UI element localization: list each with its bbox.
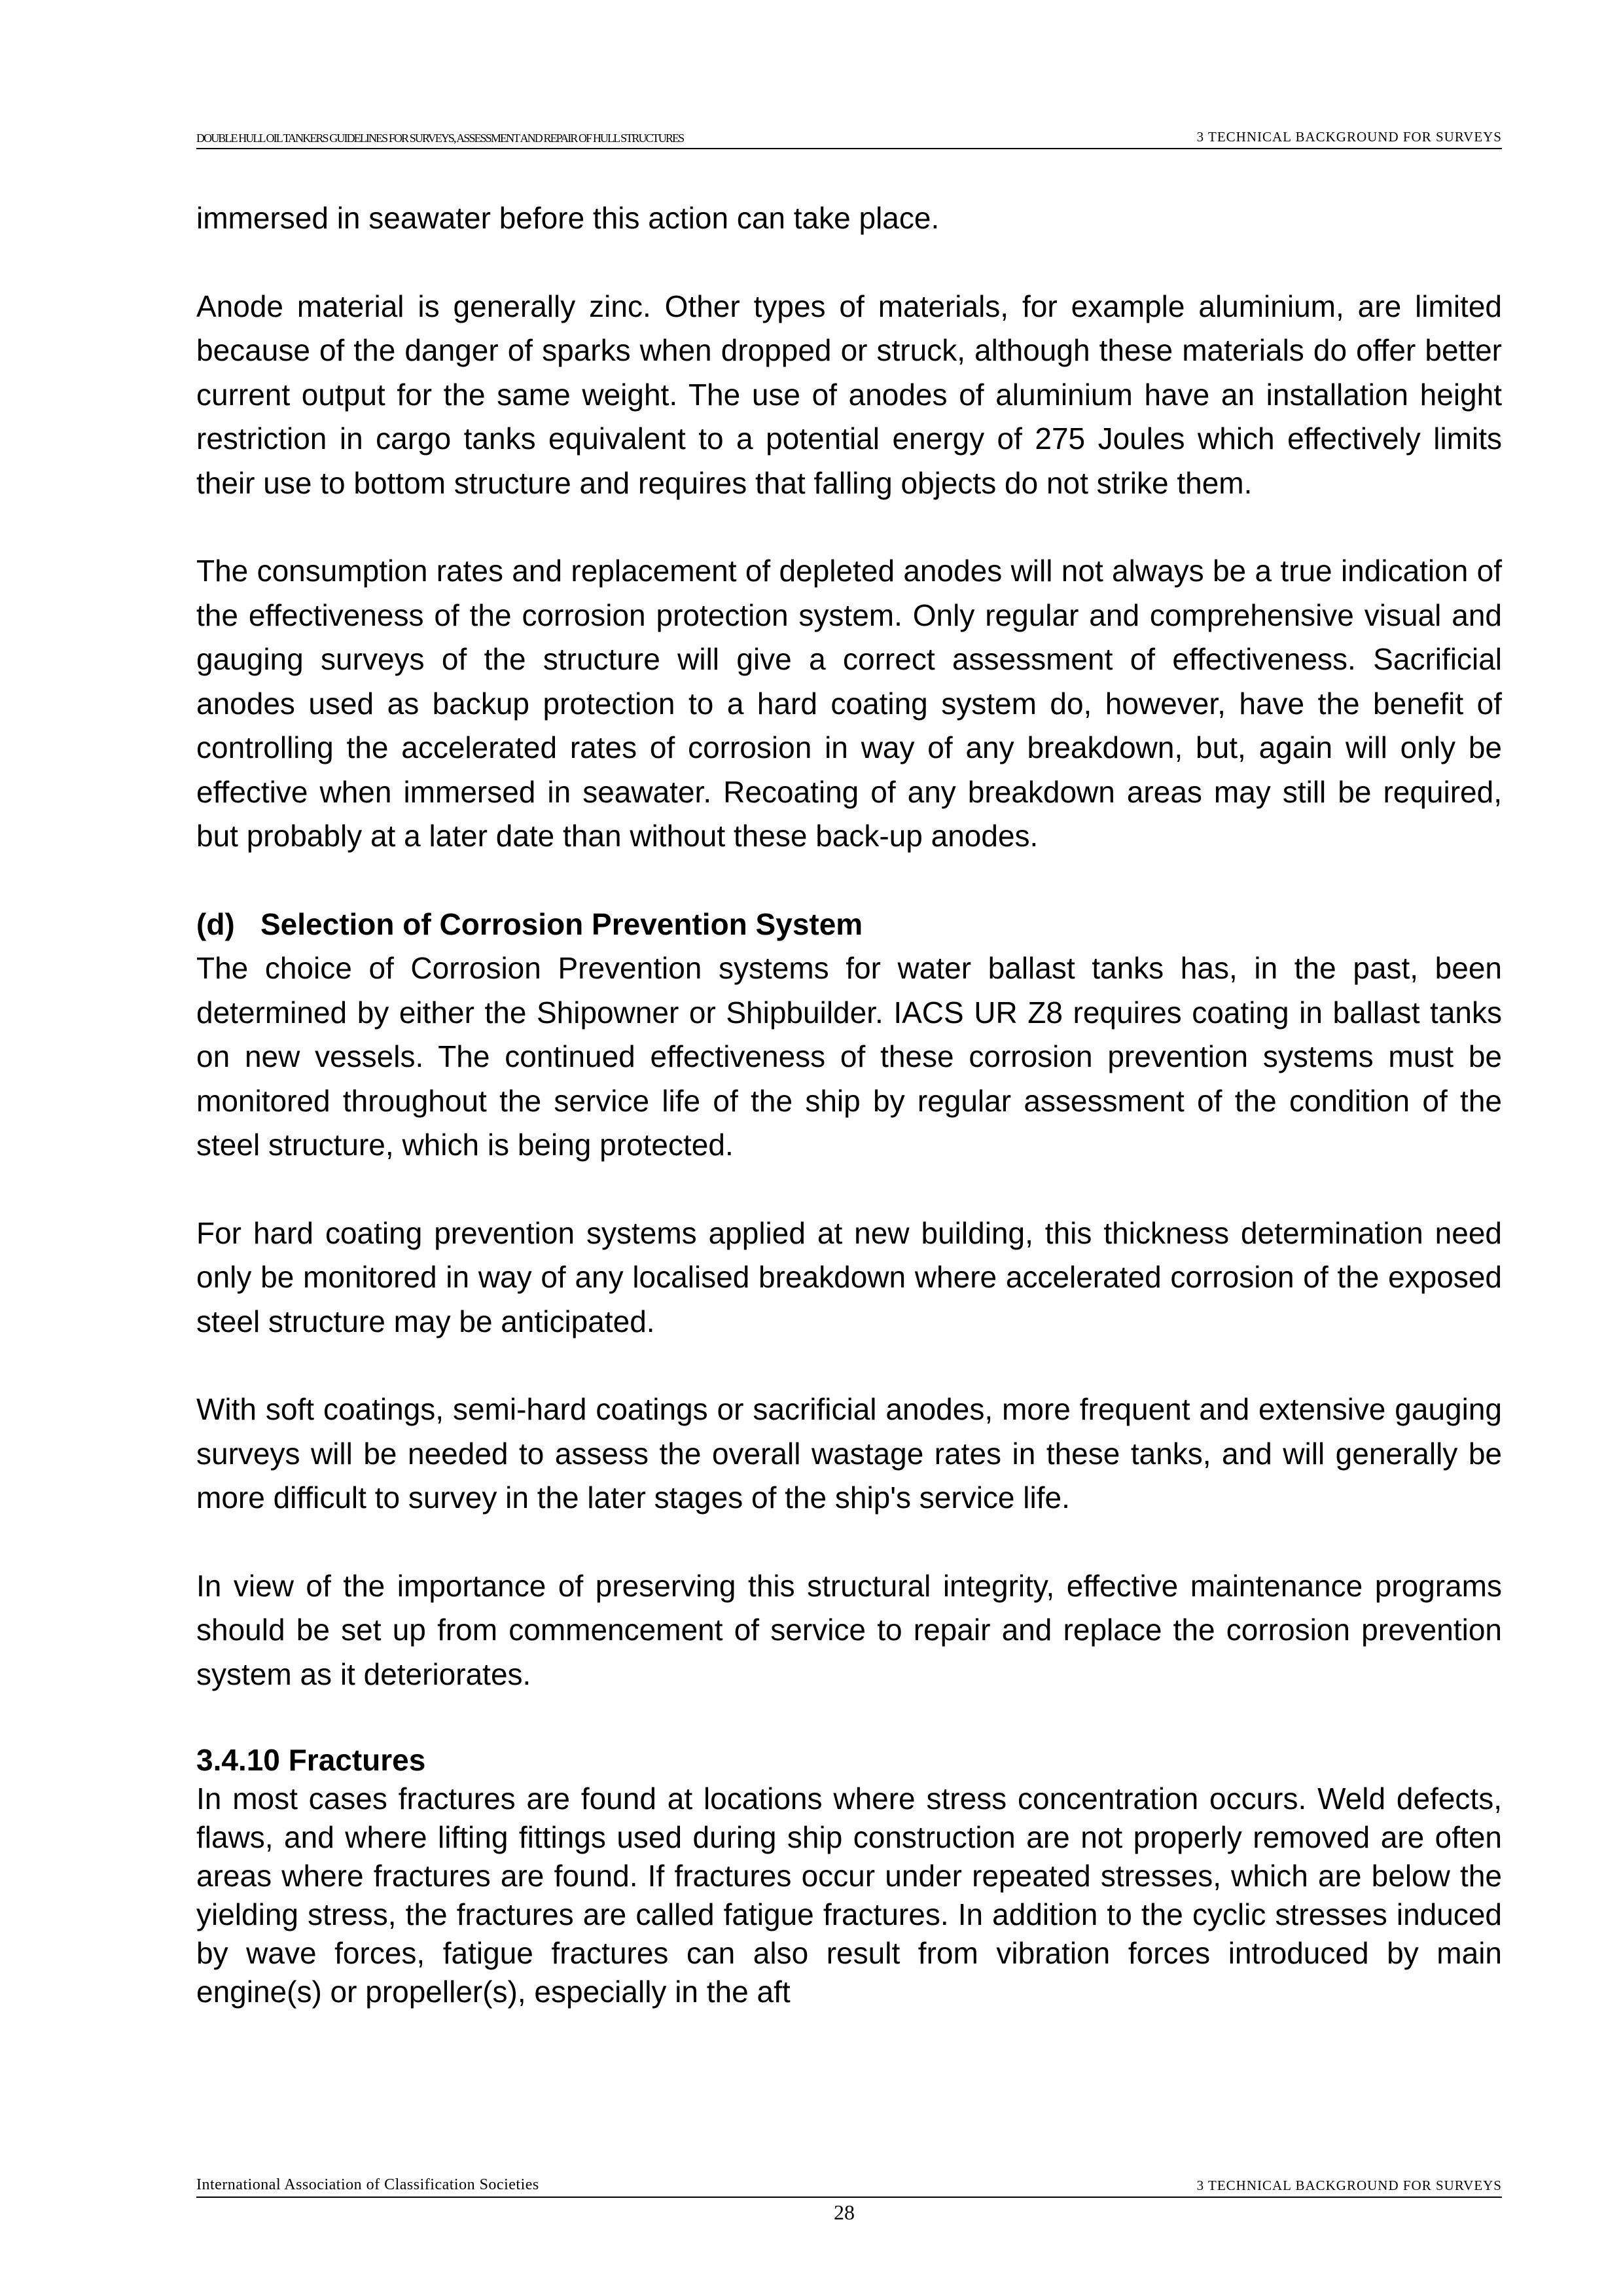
footer-organization: International Association of Classification Societies — [196, 2176, 539, 2193]
paragraph-maintenance-programs: In view of the importance of preserving this structural integrity, effective maintenance programs should be set up from commencement of service to repair and replace the corrosion prevention system as it deteriorates. — [196, 1568, 1502, 1691]
section-title: Fractures — [288, 1743, 426, 1777]
page-footer — [196, 2174, 1502, 2198]
paragraph-soft-coatings: With soft coatings, semi-hard coatings or sacrificial anodes, more frequent and extensive gauging surveys will be needed to assess the overall wastage rates in these tanks, and will generally be more difficult to survey in the later stages of the ship's service life. — [196, 1392, 1502, 1515]
document-body — [196, 196, 1502, 2011]
page-number: 28 — [834, 2200, 855, 2224]
section-title: Selection of Corrosion Prevention System — [260, 906, 863, 941]
section-heading-fractures — [196, 1740, 1502, 1780]
section-heading-selection — [196, 903, 1502, 947]
paragraph-immersed: immersed in seawater before this action can take place. — [196, 201, 940, 235]
header-document-title: DOUBLE HULL OIL TANKERS GUIDELINES FOR SURVEYS, ASSESSMENT AND REPAIR OF HULL STRUCTURES — [196, 132, 684, 145]
page-header — [196, 128, 1502, 149]
paragraph-anode-material: Anode material is generally zinc. Other types of materials, for example aluminium, are limited because of the danger of sparks when dropped or struck, although these materials do offer better current output for the same weight. The use of anodes of aluminium have an installation height restriction in cargo tanks equivalent to a potential energy of 275 Joules which effectively limits their use to bottom structure and requires that falling objects do not strike them. — [196, 289, 1502, 500]
footer-chapter-title: 3 TECHNICAL BACKGROUND FOR SURVEYS — [1196, 2178, 1502, 2193]
paragraph-fractures: In most cases fractures are found at locations where stress concentration occurs. Weld defects, flaws, and where lifting fittings used during ship construction are not properly removed are often areas where fractures are found. If fractures occur under repeated stresses, which are below the yielding stress, the fractures are called fatigue fractures. In addition to the cyclic stresses induced by wave forces, fatigue fractures can also result from vibration forces introduced by main engine(s) or propeller(s), especially in the aft — [196, 1782, 1502, 2009]
header-chapter-title: 3 TECHNICAL BACKGROUND FOR SURVEYS — [1196, 129, 1502, 145]
section-number: 3.4.10 — [196, 1743, 280, 1777]
paragraph-hard-coating: For hard coating prevention systems applied at new building, this thickness determination need only be monitored in way of any localised breakdown where accelerated corrosion of the exposed steel structure may be anticipated. — [196, 1215, 1502, 1338]
paragraph-choice-of-system: The choice of Corrosion Prevention systems for water ballast tanks has, in the past, been determined by either the Shipowner or Shipbuilder. IACS UR Z8 requires coating in ballast tanks on new vessels. The continued effectiveness of these corrosion prevention systems must be monitored throughout the service life of the ship by regular assessment of the condition of the steel structure, which is being protected. — [196, 951, 1502, 1162]
paragraph-consumption-rates: The consumption rates and replacement of depleted anodes will not always be a true indication of the effectiveness of the corrosion protection system. Only regular and comprehensive visual and gauging surveys of the structure will give a correct assessment of effectiveness. Sacrificial anodes used as backup protection to a hard coating system do, however, have the benefit of controlling the accelerated rates of corrosion in way of any breakdown, but, again will only be effective when immersed in seawater. Recoating of any breakdown areas may still be required, but probably at a later date than without these back-up anodes. — [196, 554, 1502, 853]
section-number: (d) — [196, 906, 235, 941]
